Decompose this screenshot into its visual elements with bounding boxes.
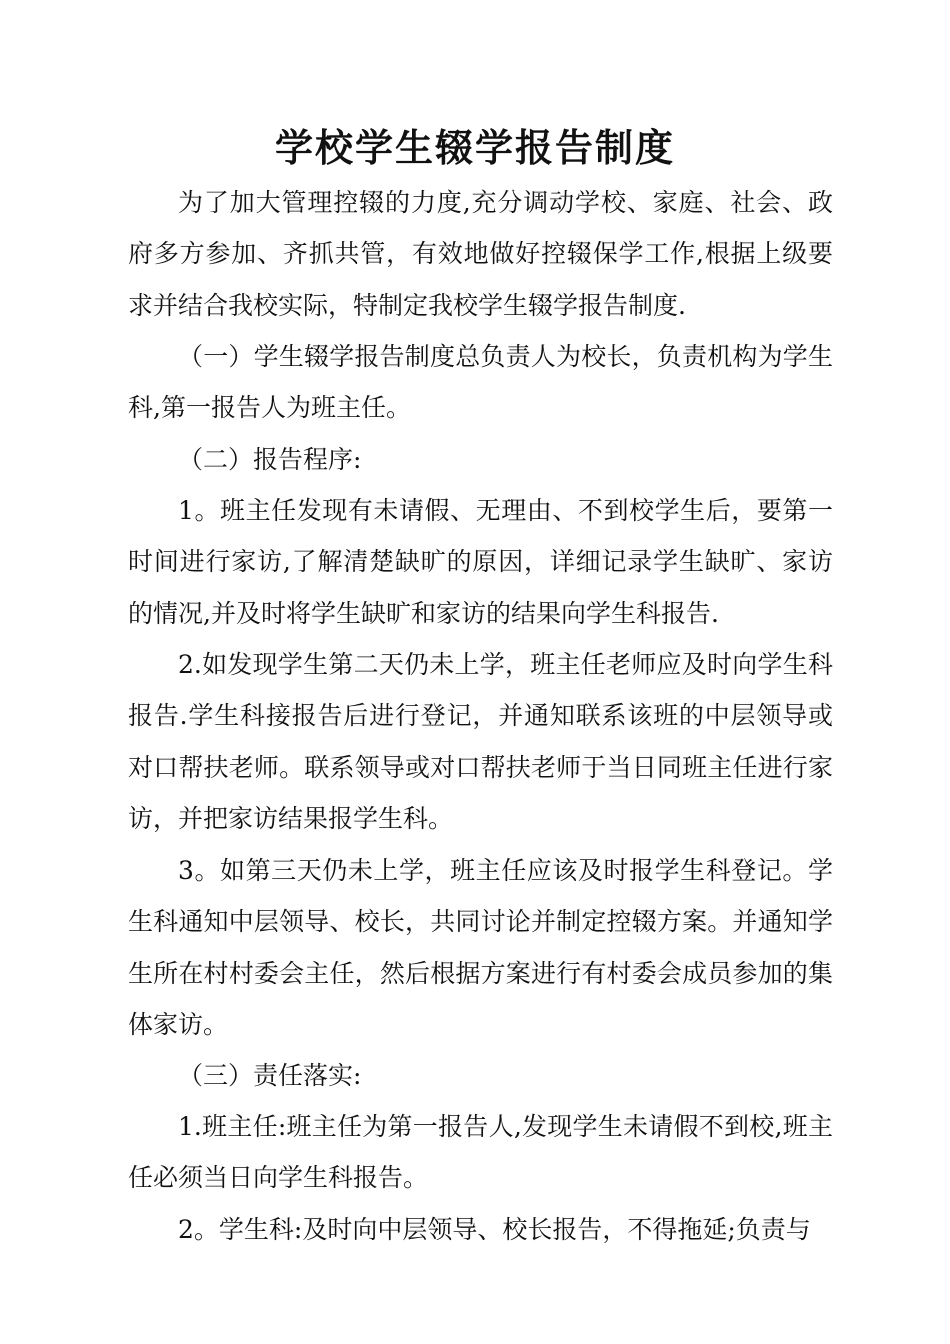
paragraph-responsibility-1: 1.班主任:班主任为第一报告人,发现学生未请假不到校,班主任必须当日向学生科报告。 bbox=[128, 1112, 833, 1193]
paragraph-section-1: （一）学生辍学报告制度总负责人为校长，负责机构为学生科,第一报告人为班主任。 bbox=[128, 342, 833, 423]
paragraph-procedure-1: 1。班主任发现有未请假、无理由、不到校学生后，要第一时间进行家访,了解清楚缺旷的原因，详细记录学生缺旷、家访的情况,并及时将学生缺旷和家访的结果向学生科报告. bbox=[128, 496, 833, 628]
paragraph-procedure-2: 2.如发现学生第二天仍未上学，班主任老师应及时向学生科报告.学生科接报告后进行登记，并通知联系该班的中层领导或对口帮扶老师。联系领导或对口帮扶老师于当日同班主任进行家访，并把家访结果报学生科。 bbox=[128, 650, 833, 834]
paragraph-section-3-heading: （三）责任落实: bbox=[178, 1061, 362, 1090]
paragraph-responsibility-2: 2。学生科:及时向中层领导、校长报告，不得拖延;负责与 bbox=[178, 1215, 811, 1244]
document-title: 学校学生辍学报告制度 bbox=[274, 125, 675, 170]
paragraph-intro: 为了加大管理控辍的力度,充分调动学校、家庭、社会、政府多方参加、齐抓共管，有效地做好控辍保学工作,根据上级要求并结合我校实际，特制定我校学生辍学报告制度. bbox=[128, 188, 833, 320]
paragraph-section-2-heading: （二）报告程序: bbox=[178, 445, 362, 474]
paragraph-procedure-3: 3。如第三天仍未上学，班主任应该及时报学生科登记。学生科通知中层领导、校长，共同讨论并制定控辍方案。并通知学生所在村村委会主任，然后根据方案进行有村委会成员参加的集体家访。 bbox=[128, 856, 833, 1040]
